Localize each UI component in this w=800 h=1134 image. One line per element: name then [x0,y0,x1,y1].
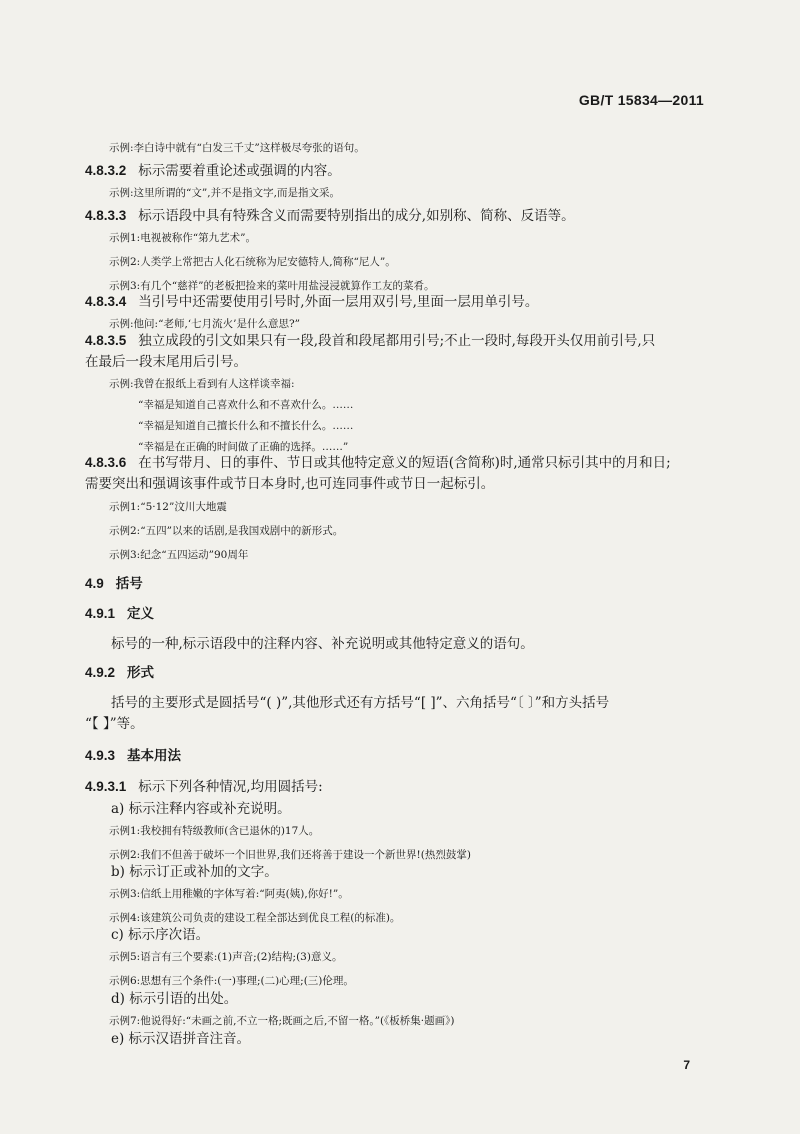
line-text: a) 标示注释内容或补充说明。 [111,801,291,817]
example-line [138,397,353,412]
line-text: 括号 [115,576,143,592]
example-line [109,185,340,200]
section-line [85,744,181,764]
line-text: 示例:我曾在报纸上看到有人这样谈幸福: [109,378,295,390]
line-text: 标示下列各种情况,均用圆括号: [138,779,323,795]
example-line [109,376,295,391]
example-line [109,1013,454,1028]
text-line [111,632,534,652]
text-line [85,472,494,492]
example-line [109,886,349,901]
example-line [109,523,343,538]
line-text: 独立成段的引文如果只有一段,段首和段尾都用引号;不止一段时,每段开头仅用前引号,只 [138,333,656,349]
line-text: 需要突出和强调该事件或节日本身时,也可连同事件或节日一起标引。 [85,476,495,492]
section-line [85,602,154,622]
clause-number: 4.9.3 [85,748,116,763]
section-line [85,661,154,681]
standard-header: GB/T 15834—2011 [578,92,704,108]
line-text: b) 标示订正或补加的文字。 [111,864,278,880]
example-line [109,823,319,838]
line-text: 在书写带月、日的事件、节日或其他特定意义的短语(含简称)时,通常只标引其中的月和日; [138,455,671,471]
clause-number: 4.8.3.5 [85,333,127,348]
example-line [109,547,248,562]
clause-number: 4.8.3.4 [85,294,127,309]
line-text: 示例:李白诗中就有“白发三千丈”这样极尽夸张的语句。 [109,142,365,154]
text-line [111,987,237,1007]
clause-number: 4.8.3.3 [85,208,127,223]
line-text: 示例7:他说得好:“未画之前,不立一格;既画之后,不留一格。”(《板桥集·题画》) [109,1015,455,1027]
clause-number: 4.8.3.2 [85,163,127,178]
line-text: 括号的主要形式是圆括号“( )”,其他形式还有方括号“[ ]”、六角括号“〔 〕”和方头括号 [111,695,610,711]
line-text: d) 标示引语的出处。 [111,991,238,1007]
line-text: 示例6:思想有三个条件:(一)事理;(二)心理;(三)伦理。 [109,975,354,987]
line-text: 定义 [127,606,155,622]
text-line [111,691,609,711]
line-text: 标示语段中具有特殊含义而需要特别指出的成分,如别称、简称、反语等。 [138,208,575,224]
section-line [85,451,671,471]
line-text: 示例3:纪念“五四运动”90周年 [109,549,249,561]
clause-number: 4.9 [85,576,104,591]
line-text: 基本用法 [127,748,182,764]
line-text: “幸福是知道自己擅长什么和不擅长什么。…… [138,420,354,432]
line-text: 示例2:“五四”以来的话剧,是我国戏剧中的新形式。 [109,525,344,537]
line-text: 示例2:我们不但善于破坏一个旧世界,我们还将善于建设一个新世界!(热烈鼓掌) [109,849,471,861]
line-text: 示例2:人类学上常把古人化石统称为尼安德特人,简称“尼人”。 [109,256,396,268]
clause-number: 4.9.1 [85,606,116,621]
example-line [109,254,396,269]
line-text: 当引号中还需要使用引号时,外面一层用双引号,里面一层用单引号。 [138,294,539,310]
section-line [85,775,323,795]
example-line [109,949,342,964]
line-text: 示例1:我校拥有特级教师(含已退休的)17人。 [109,825,320,837]
section-line [85,159,341,179]
text-line [111,1027,250,1047]
line-text: 在最后一段末尾用后引号。 [85,354,247,370]
line-text: 标号的一种,标示语段中的注释内容、补充说明或其他特定意义的语句。 [111,636,534,652]
page-number: 7 [683,1058,690,1072]
text-line [85,350,247,370]
section-line [85,572,143,592]
line-text: 示例1:电视被称作“第九艺术”。 [109,232,256,244]
line-text: c) 标示序次语。 [111,927,210,943]
line-text: 示例3:信纸上用稚嫩的字体写着:“阿夷(姨),你好!”。 [109,888,349,900]
example-line [138,418,353,433]
section-line [85,329,655,349]
section-line [85,204,575,224]
line-text: 示例:他问:“老师,‘七月流火’是什么意思?” [109,318,300,330]
line-text: 示例3:有几个“慈祥”的老板把捡来的菜叶用盐浸浸就算作工友的菜肴。 [109,280,435,292]
line-text: “【 】”等。 [85,716,144,732]
line-text: 示例:这里所谓的“文”,并不是指文字,而是指文采。 [109,187,340,199]
text-line [85,712,144,732]
clause-number: 4.8.3.6 [85,455,127,470]
clause-number: 4.9.2 [85,665,116,680]
example-line [109,973,354,988]
line-text: “幸福是在正确的时间做了正确的选择。……” [138,441,349,453]
line-text: 示例1:“5·12”汶川大地震 [109,501,227,513]
example-line [109,230,256,245]
line-text: e) 标示汉语拼音注音。 [111,1031,251,1047]
text-line [111,923,209,943]
line-text: 示例4:该建筑公司负责的建设工程全部达到优良工程(的标准)。 [109,912,401,924]
line-text: “幸福是知道自己喜欢什么和不喜欢什么。…… [138,399,354,411]
example-line [109,499,227,514]
example-line [109,140,365,155]
text-line [111,797,291,817]
line-text: 形式 [127,665,155,681]
line-text: 标示需要着重论述或强调的内容。 [138,163,341,179]
text-line [111,860,278,880]
line-text: 示例5:语言有三个要素:(1)声音;(2)结构;(3)意义。 [109,951,343,963]
clause-number: 4.9.3.1 [85,779,127,794]
section-line [85,290,538,310]
